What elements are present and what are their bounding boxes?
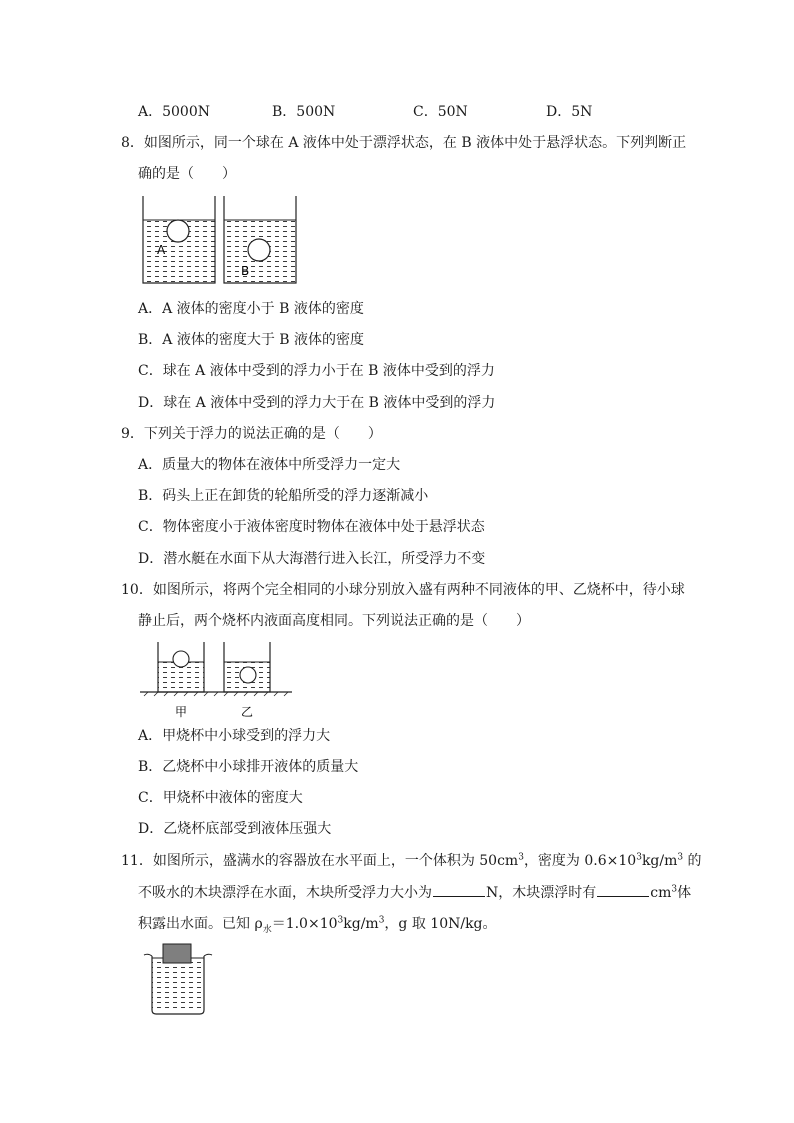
q9-option-d: D．潜水艇在水面下从大海潜行进入长江，所受浮力不变: [138, 551, 486, 567]
q11-sup-5: 3: [337, 915, 344, 926]
q9-option-b: B．码头上正在卸货的轮船所受的浮力逐渐减小: [138, 488, 429, 504]
q10-option-c: C．甲烧杯中液体的密度大: [138, 790, 303, 806]
q9-option-c: C．物体密度小于液体密度时物体在液体中处于悬浮状态: [138, 519, 485, 535]
q9-stem: 9．下列关于浮力的说法正确的是（ ）: [121, 426, 382, 442]
q8-option-d: D．球在 A 液体中受到的浮力大于在 B 液体中受到的浮力: [138, 395, 496, 411]
q8-stem-line2: 确的是（ ）: [138, 166, 236, 182]
q11-l3a: 积露出水面。已知 ρ: [138, 916, 263, 932]
q10-option-a: A．甲烧杯中小球受到的浮力大: [138, 728, 331, 744]
beaker-jia: [158, 642, 204, 692]
beaker-a: [143, 196, 215, 283]
q11-l1b: ，密度为 0.6×10: [523, 853, 637, 869]
q10-option-b: B．乙烧杯中小球排开液体的质量大: [138, 759, 359, 775]
q10-stem-line1: 10．如图所示，将两个完全相同的小球分别放入盛有两种不同液体的甲、乙烧杯中，待小球: [121, 582, 685, 598]
label-yi: 乙: [241, 705, 254, 719]
label-jia: 甲: [175, 705, 188, 719]
q7-option-c: C．50N: [413, 104, 468, 120]
q7-option-a: A．5000N: [138, 104, 210, 120]
q8-stem-line1: 8．如图所示，同一个球在 A 液体中处于漂浮状态，在 B 液体中处于悬浮状态。下列判断正: [121, 135, 687, 151]
q11-l2d: 体: [677, 885, 692, 901]
beaker-yi: [224, 642, 270, 692]
q10-option-d: D．乙烧杯底部受到液体压强大: [138, 821, 332, 837]
q8-option-b: B．A 液体的密度大于 B 液体的密度: [138, 332, 365, 348]
q11-l1a: 11．如图所示，盛满水的容器放在水平面上，一个体积为 50cm: [121, 853, 519, 869]
q11-sup-6: 3: [378, 915, 385, 926]
q11-sup-4: 3: [671, 884, 678, 895]
q11-stem-line1: [121, 851, 702, 871]
q11-l2b: N，木块漂浮时有: [486, 885, 597, 901]
q11-sup-3: 3: [677, 852, 684, 863]
q11-sub-water: 水: [262, 924, 272, 935]
q11-l1d: 的: [683, 853, 702, 869]
q10-stem-line2: 静止后，两个烧杯内液面高度相同。下列说法正确的是（ ）: [138, 613, 530, 629]
q11-sup-1: 3: [518, 852, 524, 863]
q8-option-a: A．A 液体的密度小于 B 液体的密度: [138, 301, 364, 317]
ball-a: [167, 220, 189, 242]
q11-stem-line3: [138, 914, 497, 934]
q11-l3b: ＝1.0×10: [271, 916, 338, 932]
label-a: A: [157, 243, 166, 257]
exposed-volume-blank[interactable]: [597, 882, 649, 897]
q9-option-a: A．质量大的物体在液体中所受浮力一定大: [138, 457, 401, 473]
q11-l2a: 不吸水的木块漂浮在水面，木块所受浮力大小为: [138, 885, 432, 901]
q11-l2c: cm: [650, 885, 672, 901]
q11-l3c: kg/m: [343, 916, 379, 932]
wood-block: [163, 944, 191, 963]
ball-b: [248, 239, 270, 261]
label-b: B: [241, 264, 250, 278]
q11-figure: [140, 940, 220, 1020]
q11-l1c: kg/m: [641, 853, 678, 869]
q11-sup-2: 3: [636, 852, 642, 863]
q10-figure: [138, 640, 298, 720]
q8-option-c: C．球在 A 液体中受到的浮力小于在 B 液体中受到的浮力: [138, 363, 495, 379]
q7-option-d: D．5N: [546, 104, 593, 120]
q11-stem-line2: [138, 882, 691, 903]
q7-options: [138, 102, 658, 122]
ball-jia: [173, 651, 189, 667]
ball-yi: [240, 667, 256, 683]
q8-figure: [138, 194, 308, 286]
q11-l3d: ，g 取 10N/kg。: [384, 916, 497, 932]
q7-option-b: B．500N: [272, 104, 336, 120]
beaker-b: [224, 196, 296, 283]
buoyancy-blank[interactable]: [433, 882, 485, 897]
